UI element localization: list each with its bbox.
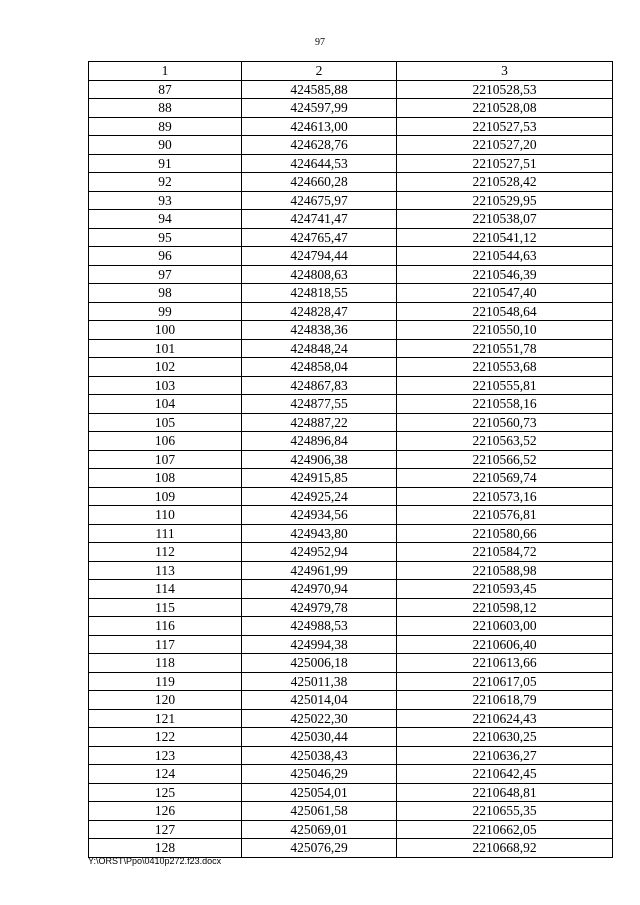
table-cell-col-2: 424858,04: [242, 358, 397, 377]
table-cell-col-3: 2210528,42: [397, 173, 613, 192]
table-cell-col-3: 2210618,79: [397, 691, 613, 710]
table-row: [89, 506, 613, 525]
table-cell-col-2: 424828,47: [242, 302, 397, 321]
table-cell-col-1: 103: [89, 376, 242, 395]
table-cell-col-2: 424675,97: [242, 191, 397, 210]
table-cell-col-1: 94: [89, 210, 242, 229]
table-cell-col-1: 89: [89, 117, 242, 136]
table-cell-col-3: 2210613,66: [397, 654, 613, 673]
table-cell-col-2: 425076,29: [242, 839, 397, 858]
table-cell-col-1: 105: [89, 413, 242, 432]
coordinates-table: [88, 61, 613, 858]
footer-file-path: Y:\ORST\Ppo\0410p272.f23.docx: [88, 856, 222, 866]
table-cell-col-1: 106: [89, 432, 242, 451]
table-row: [89, 154, 613, 173]
table-cell-col-1: 111: [89, 524, 242, 543]
table-cell-col-1: 116: [89, 617, 242, 636]
table-row: [89, 117, 613, 136]
table-header: [89, 62, 613, 81]
table-row: [89, 80, 613, 99]
column-header-2: 2: [242, 62, 397, 81]
table-cell-col-3: 2210588,98: [397, 561, 613, 580]
table-cell-col-2: 424961,99: [242, 561, 397, 580]
table-cell-col-2: 424613,00: [242, 117, 397, 136]
table-row: [89, 358, 613, 377]
table-cell-col-1: 126: [89, 802, 242, 821]
table-cell-col-1: 117: [89, 635, 242, 654]
table-cell-col-1: 122: [89, 728, 242, 747]
table-row: [89, 376, 613, 395]
table-cell-col-3: 2210606,40: [397, 635, 613, 654]
table-cell-col-3: 2210576,81: [397, 506, 613, 525]
column-header-1: 1: [89, 62, 242, 81]
table-cell-col-3: 2210662,05: [397, 820, 613, 839]
table-row: [89, 99, 613, 118]
table-row: [89, 265, 613, 284]
table-cell-col-2: 424988,53: [242, 617, 397, 636]
table-cell-col-1: 97: [89, 265, 242, 284]
table-cell-col-1: 102: [89, 358, 242, 377]
table-cell-col-3: 2210624,43: [397, 709, 613, 728]
table-cell-col-2: 424915,85: [242, 469, 397, 488]
table-cell-col-3: 2210550,10: [397, 321, 613, 340]
table-cell-col-2: 424765,47: [242, 228, 397, 247]
table-cell-col-1: 120: [89, 691, 242, 710]
table-cell-col-2: 424794,44: [242, 247, 397, 266]
table-cell-col-1: 101: [89, 339, 242, 358]
table-cell-col-1: 90: [89, 136, 242, 155]
table-body: [89, 80, 613, 857]
table-cell-col-2: 424838,36: [242, 321, 397, 340]
table-cell-col-3: 2210560,73: [397, 413, 613, 432]
table-cell-col-2: 425014,04: [242, 691, 397, 710]
table-row: [89, 469, 613, 488]
table-row: [89, 783, 613, 802]
table-cell-col-1: 119: [89, 672, 242, 691]
table-cell-col-2: 425069,01: [242, 820, 397, 839]
table-row: [89, 228, 613, 247]
table-cell-col-3: 2210642,45: [397, 765, 613, 784]
table-cell-col-1: 125: [89, 783, 242, 802]
table-cell-col-3: 2210563,52: [397, 432, 613, 451]
table-cell-col-2: 425038,43: [242, 746, 397, 765]
table-cell-col-3: 2210558,16: [397, 395, 613, 414]
table-cell-col-1: 92: [89, 173, 242, 192]
table-row: [89, 820, 613, 839]
table-cell-col-2: 424887,22: [242, 413, 397, 432]
table-row: [89, 580, 613, 599]
table-row: [89, 487, 613, 506]
table-row: [89, 136, 613, 155]
table-cell-col-1: 88: [89, 99, 242, 118]
table-cell-col-1: 99: [89, 302, 242, 321]
table-row: [89, 450, 613, 469]
table-cell-col-3: 2210598,12: [397, 598, 613, 617]
table-cell-col-1: 114: [89, 580, 242, 599]
table-cell-col-3: 2210527,20: [397, 136, 613, 155]
table-row: [89, 802, 613, 821]
table-cell-col-3: 2210529,95: [397, 191, 613, 210]
page-number: 97: [315, 37, 325, 48]
table-cell-col-1: 121: [89, 709, 242, 728]
table-cell-col-3: 2210555,81: [397, 376, 613, 395]
table-cell-col-2: 424952,94: [242, 543, 397, 562]
table-cell-col-3: 2210547,40: [397, 284, 613, 303]
table-cell-col-3: 2210544,63: [397, 247, 613, 266]
table-row: [89, 321, 613, 340]
table-cell-col-2: 424660,28: [242, 173, 397, 192]
table-cell-col-1: 91: [89, 154, 242, 173]
table-cell-col-2: 424628,76: [242, 136, 397, 155]
table-row: [89, 598, 613, 617]
table-row: [89, 635, 613, 654]
table-row: [89, 654, 613, 673]
table-row: [89, 524, 613, 543]
table-cell-col-1: 112: [89, 543, 242, 562]
table-row: [89, 561, 613, 580]
table-cell-col-3: 2210573,16: [397, 487, 613, 506]
table-cell-col-3: 2210546,39: [397, 265, 613, 284]
table-cell-col-3: 2210538,07: [397, 210, 613, 229]
table-cell-col-3: 2210655,35: [397, 802, 613, 821]
table-cell-col-2: 424818,55: [242, 284, 397, 303]
table-cell-col-2: 424848,24: [242, 339, 397, 358]
table-cell-col-2: 424970,94: [242, 580, 397, 599]
table-cell-col-3: 2210636,27: [397, 746, 613, 765]
table-cell-col-3: 2210584,72: [397, 543, 613, 562]
header-row: [89, 62, 613, 81]
table-cell-col-2: 424867,83: [242, 376, 397, 395]
table-row: [89, 284, 613, 303]
table-row: [89, 691, 613, 710]
table-cell-col-3: 2210527,51: [397, 154, 613, 173]
table-cell-col-2: 424994,38: [242, 635, 397, 654]
table-cell-col-3: 2210566,52: [397, 450, 613, 469]
table-cell-col-3: 2210528,53: [397, 80, 613, 99]
table-row: [89, 413, 613, 432]
table-cell-col-2: 424597,99: [242, 99, 397, 118]
table-cell-col-1: 98: [89, 284, 242, 303]
table-cell-col-3: 2210528,08: [397, 99, 613, 118]
table-cell-col-3: 2210617,05: [397, 672, 613, 691]
table-row: [89, 709, 613, 728]
table-cell-col-2: 425011,38: [242, 672, 397, 691]
table-row: [89, 395, 613, 414]
column-header-3: 3: [397, 62, 613, 81]
table-cell-col-3: 2210630,25: [397, 728, 613, 747]
table-cell-col-2: 424925,24: [242, 487, 397, 506]
table-row: [89, 210, 613, 229]
table-cell-col-3: 2210648,81: [397, 783, 613, 802]
table-cell-col-1: 109: [89, 487, 242, 506]
table-cell-col-2: 424877,55: [242, 395, 397, 414]
table-cell-col-2: 424943,80: [242, 524, 397, 543]
table-cell-col-2: 424896,84: [242, 432, 397, 451]
table-cell-col-1: 93: [89, 191, 242, 210]
table-cell-col-3: 2210593,45: [397, 580, 613, 599]
table-cell-col-1: 118: [89, 654, 242, 673]
table-cell-col-1: 110: [89, 506, 242, 525]
table-row: [89, 247, 613, 266]
table-cell-col-3: 2210551,78: [397, 339, 613, 358]
table-cell-col-1: 124: [89, 765, 242, 784]
table-cell-col-1: 100: [89, 321, 242, 340]
table-cell-col-3: 2210548,64: [397, 302, 613, 321]
table-row: [89, 191, 613, 210]
table-cell-col-1: 107: [89, 450, 242, 469]
table-cell-col-3: 2210603,00: [397, 617, 613, 636]
table-cell-col-2: 425061,58: [242, 802, 397, 821]
table-cell-col-2: 424979,78: [242, 598, 397, 617]
table-row: [89, 839, 613, 858]
table-cell-col-2: 425030,44: [242, 728, 397, 747]
table-cell-col-2: 424644,53: [242, 154, 397, 173]
table-cell-col-2: 425046,29: [242, 765, 397, 784]
table-cell-col-2: 425006,18: [242, 654, 397, 673]
table-cell-col-1: 113: [89, 561, 242, 580]
table-row: [89, 543, 613, 562]
table-cell-col-3: 2210569,74: [397, 469, 613, 488]
table-cell-col-1: 115: [89, 598, 242, 617]
table-cell-col-2: 424585,88: [242, 80, 397, 99]
table-cell-col-2: 425022,30: [242, 709, 397, 728]
table-cell-col-2: 424934,56: [242, 506, 397, 525]
table-cell-col-3: 2210541,12: [397, 228, 613, 247]
table-row: [89, 339, 613, 358]
table-cell-col-2: 424906,38: [242, 450, 397, 469]
table-cell-col-1: 87: [89, 80, 242, 99]
table-cell-col-2: 424741,47: [242, 210, 397, 229]
table-row: [89, 672, 613, 691]
table-cell-col-3: 2210553,68: [397, 358, 613, 377]
table-cell-col-1: 108: [89, 469, 242, 488]
table-cell-col-3: 2210580,66: [397, 524, 613, 543]
table-cell-col-3: 2210668,92: [397, 839, 613, 858]
table-cell-col-1: 104: [89, 395, 242, 414]
table-cell-col-1: 95: [89, 228, 242, 247]
table-cell-col-1: 123: [89, 746, 242, 765]
table-row: [89, 302, 613, 321]
table-cell-col-2: 424808,63: [242, 265, 397, 284]
table-cell-col-1: 128: [89, 839, 242, 858]
table-row: [89, 746, 613, 765]
table-cell-col-1: 127: [89, 820, 242, 839]
table-cell-col-2: 425054,01: [242, 783, 397, 802]
table-row: [89, 173, 613, 192]
table-row: [89, 432, 613, 451]
table-row: [89, 617, 613, 636]
table-row: [89, 765, 613, 784]
table-cell-col-1: 96: [89, 247, 242, 266]
table-row: [89, 728, 613, 747]
table-cell-col-3: 2210527,53: [397, 117, 613, 136]
